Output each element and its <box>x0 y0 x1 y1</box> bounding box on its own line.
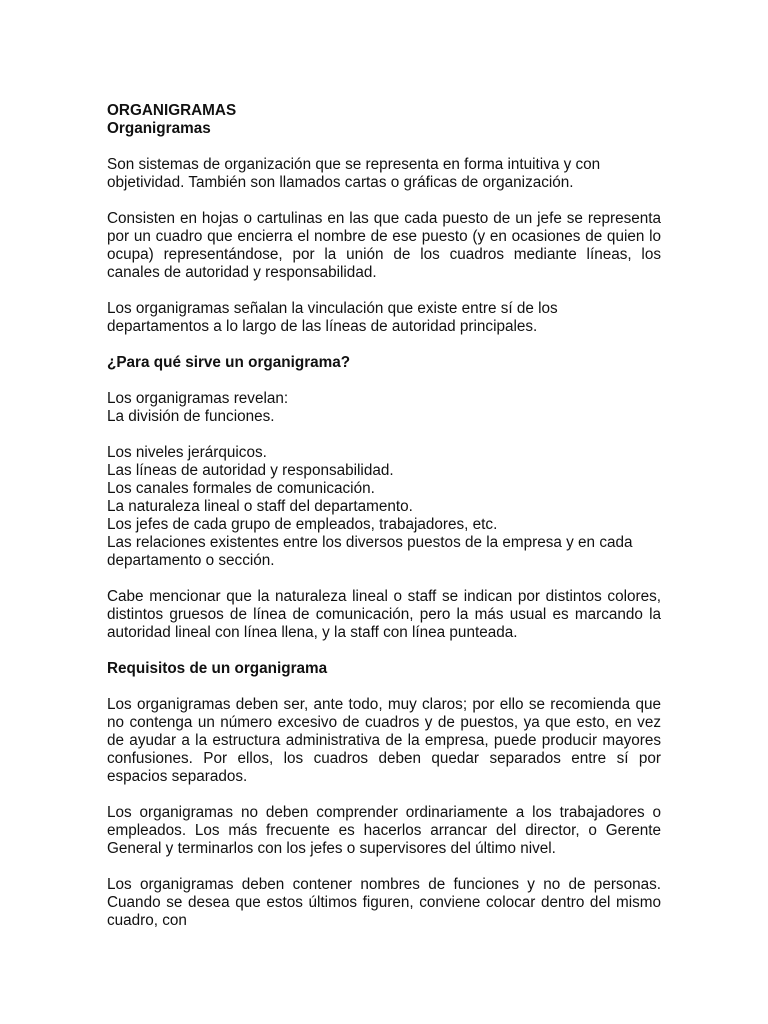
intro-paragraph: Consisten en hojas o cartulinas en las que cada puesto de un jefe se representa por un cuadro que encierra el nombre de ese puesto (y en ocasiones de quien lo ocupa) representándose, por la unión de los cuadros mediante líneas, los canales de autoridad y responsabilidad. <box>107 210 661 281</box>
list-lead: Los organigramas revelan: <box>107 390 289 407</box>
list-item: Las relaciones existentes entre los diversos puestos de la empresa y en cada departamento o sección. <box>107 534 633 569</box>
section-note: Cabe mencionar que la naturaleza lineal o staff se indican por distintos colores, distintos gruesos de línea de comunicación, pero la más usual es marcando la autoridad lineal con línea llena, y la staff con línea punteada. <box>107 588 661 641</box>
list-item: La división de funciones. <box>107 408 275 425</box>
list-item: Los jefes de cada grupo de empleados, trabajadores, etc. <box>107 516 498 533</box>
list-item: Los niveles jerárquicos. <box>107 444 267 461</box>
intro-paragraph: Los organigramas señalan la vinculación que existe entre sí de los departamentos a lo largo de las líneas de autoridad principales. <box>107 300 558 335</box>
list-item: La naturaleza lineal o staff del departamento. <box>107 498 413 515</box>
document-body <box>107 102 661 930</box>
requirements-paragraph: Los organigramas no deben comprender ordinariamente a los trabajadores o empleados. Los más frecuente es hacerlos arrancar del director, o Gerente General y terminarlos con los jefes o supervisores del último nivel. <box>107 804 661 857</box>
list-item: Los canales formales de comunicación. <box>107 480 375 497</box>
document-subtitle: Organigramas <box>107 120 211 137</box>
section-heading-purpose: ¿Para qué sirve un organigrama? <box>107 354 351 371</box>
document-title: ORGANIGRAMAS <box>107 102 237 119</box>
section-heading-requirements: Requisitos de un organigrama <box>107 660 328 677</box>
intro-paragraph: Son sistemas de organización que se representa en forma intuitiva y con objetividad. También son llamados cartas o gráficas de organización. <box>107 156 601 191</box>
requirements-paragraph: Los organigramas deben ser, ante todo, muy claros; por ello se recomienda que no contenga un número excesivo de cuadros y de puestos, ya que esto, en vez de ayudar a la estructura administrativa de la empresa, puede producir mayores confusiones. Por ellos, los cuadros deben quedar separados entre sí por espacios separados. <box>107 696 661 785</box>
requirements-paragraph: Los organigramas deben contener nombres de funciones y no de personas. Cuando se desea que estos últimos figuren, conviene colocar dentro del mismo cuadro, con <box>107 876 661 929</box>
list-item: Las líneas de autoridad y responsabilidad. <box>107 462 394 479</box>
